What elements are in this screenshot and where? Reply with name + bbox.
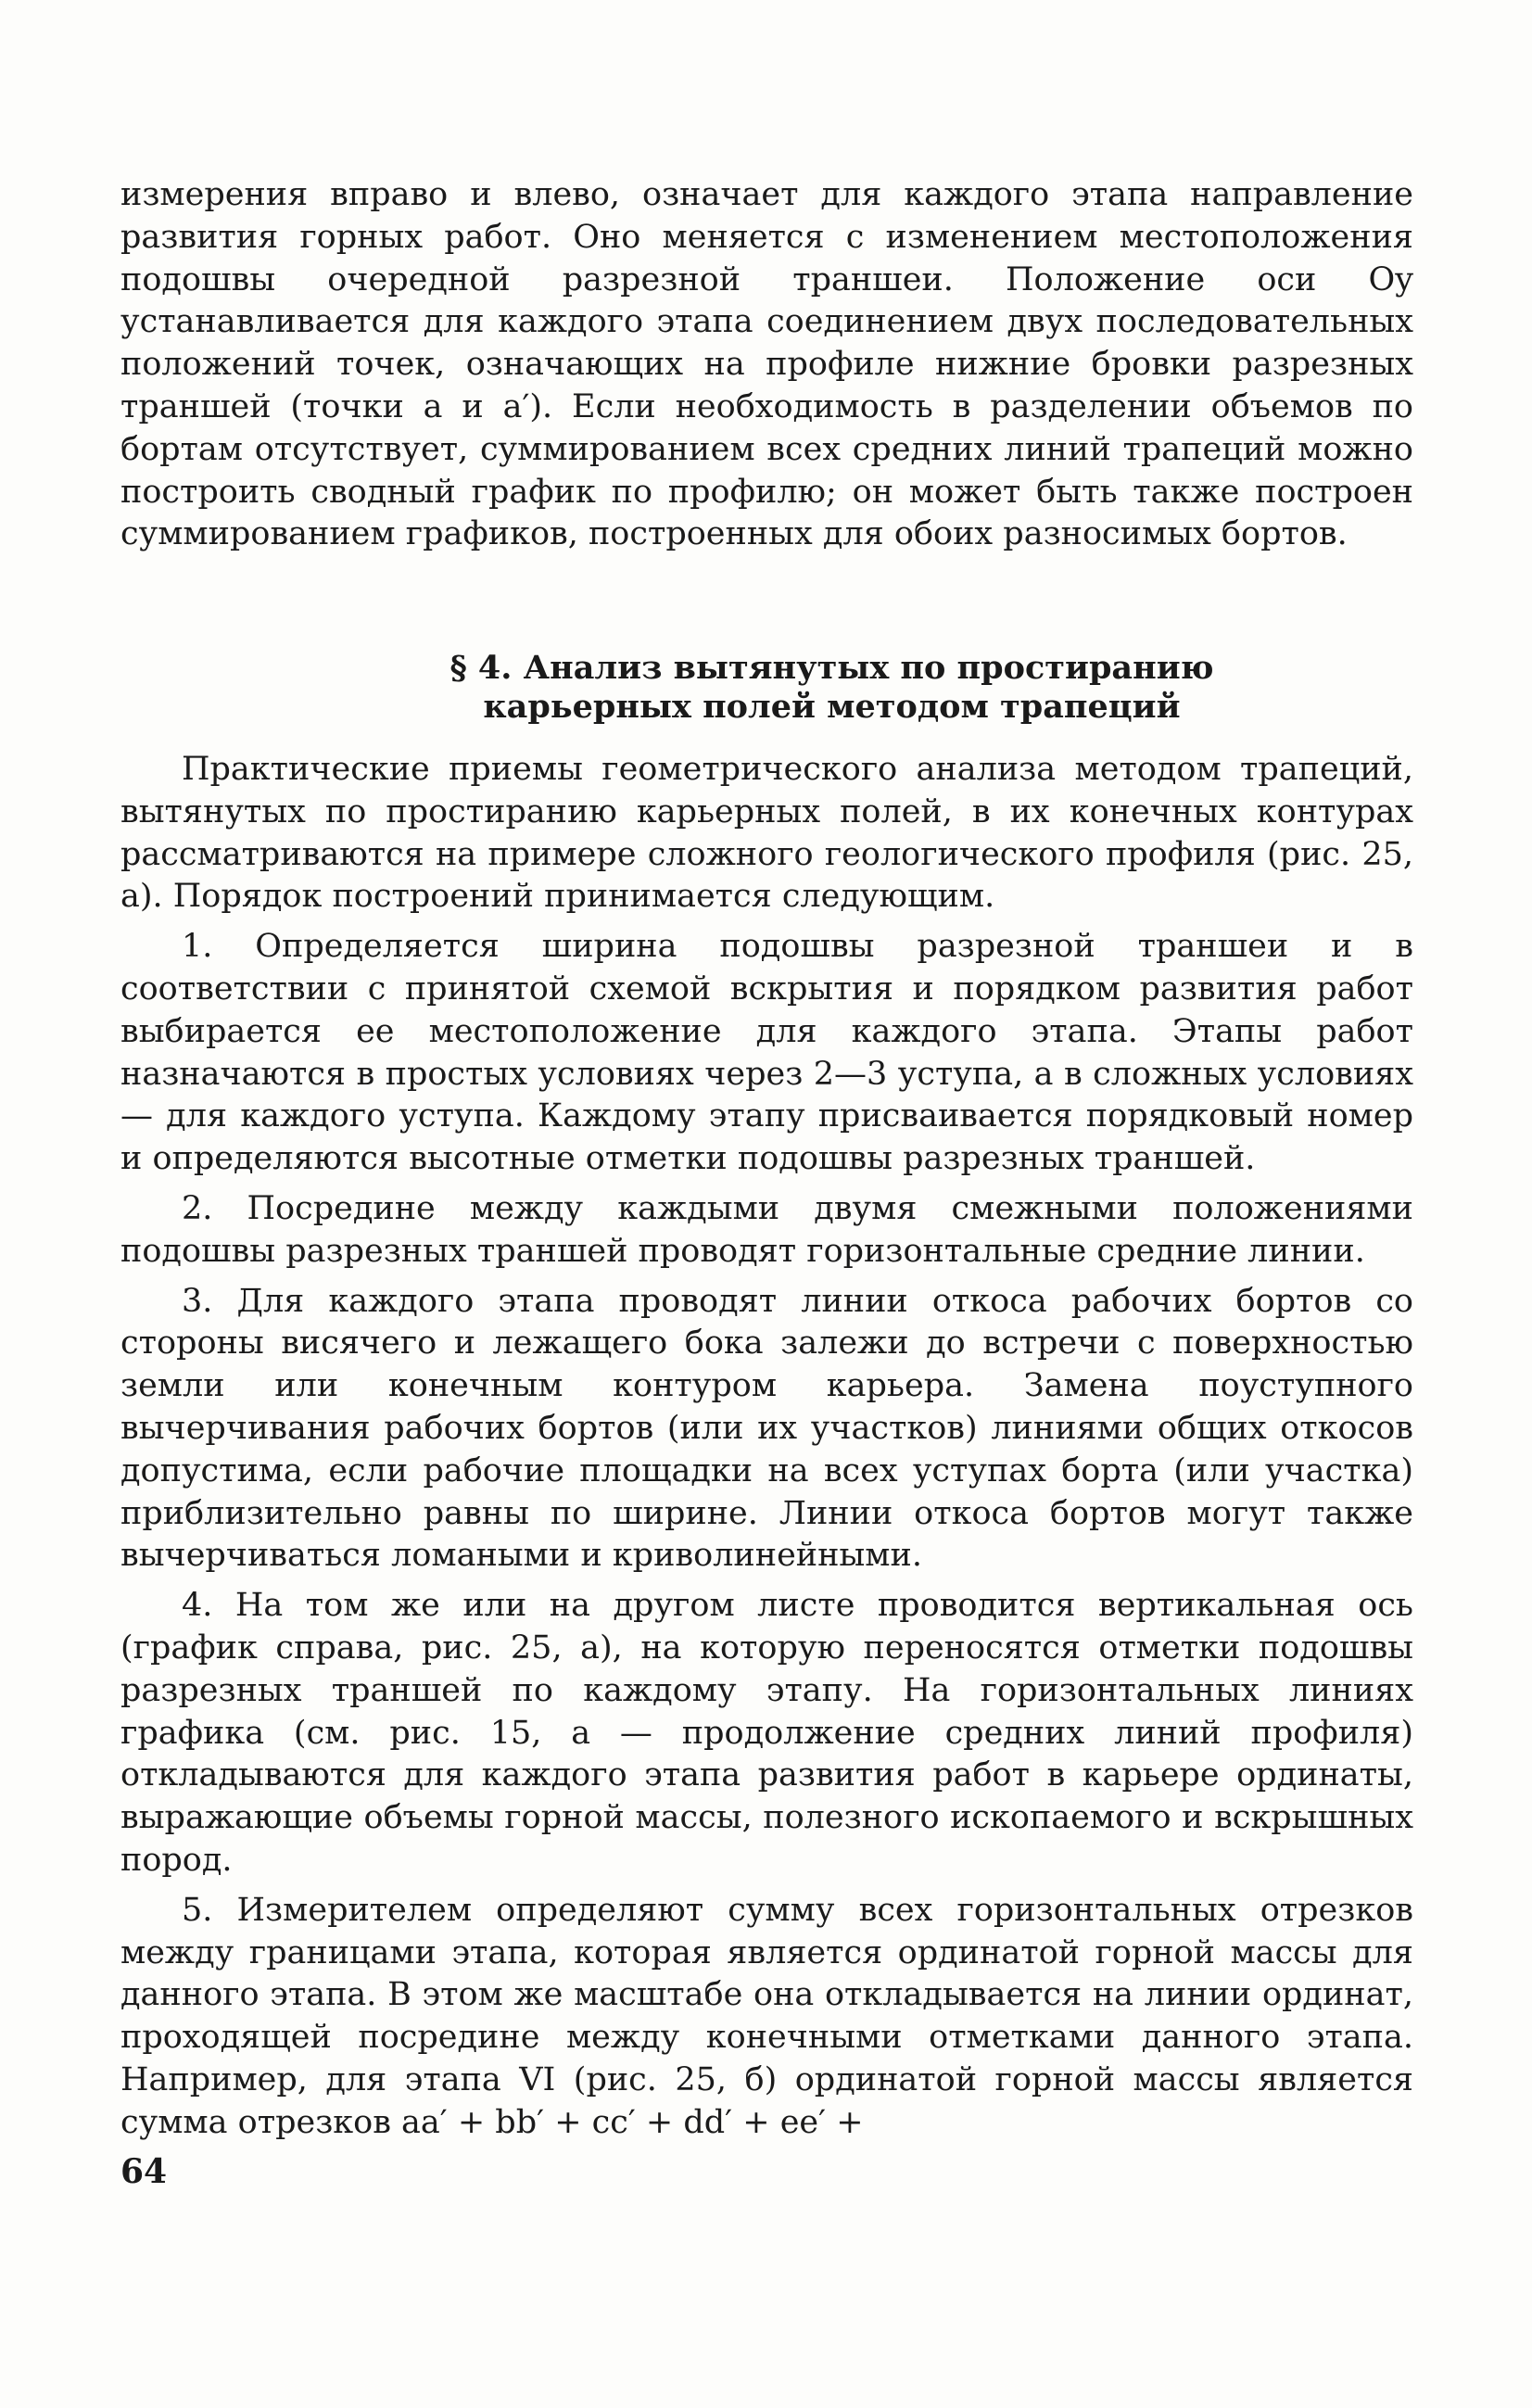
paragraph-step-4: 4. На том же или на другом листе проводится вертикальная ось (график справа, рис. 25, а), на которую переносятся отметки подошвы разрезных траншей по каждому этапу. На горизонтальных линиях графика (см. рис. 15, а — продолжение средних линий профиля) откладываются для каждого этапа развития работ в карьере ординаты, выражающие объемы горной массы, полезного ископаемого и вскрышных пород. — [120, 1587, 1413, 1879]
section-heading-line-1: § 4. Анализ вытянутых по простиранию — [449, 649, 1214, 687]
section-heading — [120, 649, 1413, 727]
paragraph-step-5: 5. Измерителем определяют сумму всех горизонтальных отрезков между границами этапа, которая является ординатой горной массы для данного этапа. В этом же масштабе она откладывается на линии ординат, проходящей посредине между конечными отметками данного этапа. Например, для этапа VI (рис. 25, б) ординатой горной массы является сумма отрезков aa′ + bb′ + cc′ + dd′ + ee′ + — [120, 1891, 1413, 2141]
paragraph-step-3: 3. Для каждого этапа проводят линии откоса рабочих бортов со стороны висячего и лежащего бока залежи до встречи с поверхностью земли или конечным контуром карьера. Замена поуступного вычерчивания рабочих бортов (или их участков) линиями общих откосов допустима, если рабочие площадки на всех уступах борта (или участка) приблизительно равны по ширине. Линии откоса бортов могут также вычерчиваться ломаными и криволинейными. — [120, 1282, 1413, 1575]
section-heading-line-2: карьерных полей методом трапеций — [483, 688, 1181, 726]
paragraph-continued: измерения вправо и влево, означает для каждого этапа направление развития горных работ. Оно меняется с изменением местоположения подошвы очередной разрезной траншеи. Положение оси Oy устанавливается для каждого этапа соединением двух последовательных положений точек, означающих на профиле нижние бровки разрезных траншей (точки a и a′). Если необходимость в разделении объемов по бортам отсутствует, суммированием всех средних линий трапеций можно построить сводный график по профилю; он может быть также построен суммированием графиков, построенных для обоих разносимых бортов. — [120, 176, 1413, 553]
page-number: 64 — [120, 2152, 168, 2191]
paragraph-intro: Практические приемы геометрического анализа методом трапеций, вытянутых по простиранию карьерных полей, в их конечных контурах рассматриваются на примере сложного геологического профиля (рис. 25, а). Порядок построений принимается следующим. — [120, 751, 1413, 916]
section-body — [120, 749, 1413, 2145]
paragraph-step-1: 1. Определяется ширина подошвы разрезной траншеи и в соответствии с принятой схемой вскрытия и порядком развития работ выбирается ее местоположение для каждого этапа. Этапы работ назначаются в простых условиях через 2—3 уступа, а в сложных условиях — для каждого уступа. Каждому этапу присваивается порядковый номер и определяются высотные отметки подошвы разрезных траншей. — [120, 928, 1413, 1178]
paragraph-step-2: 2. Посредине между каждыми двумя смежными положениями подошвы разрезных траншей проводят горизонтальные средние линии. — [120, 1189, 1413, 1270]
